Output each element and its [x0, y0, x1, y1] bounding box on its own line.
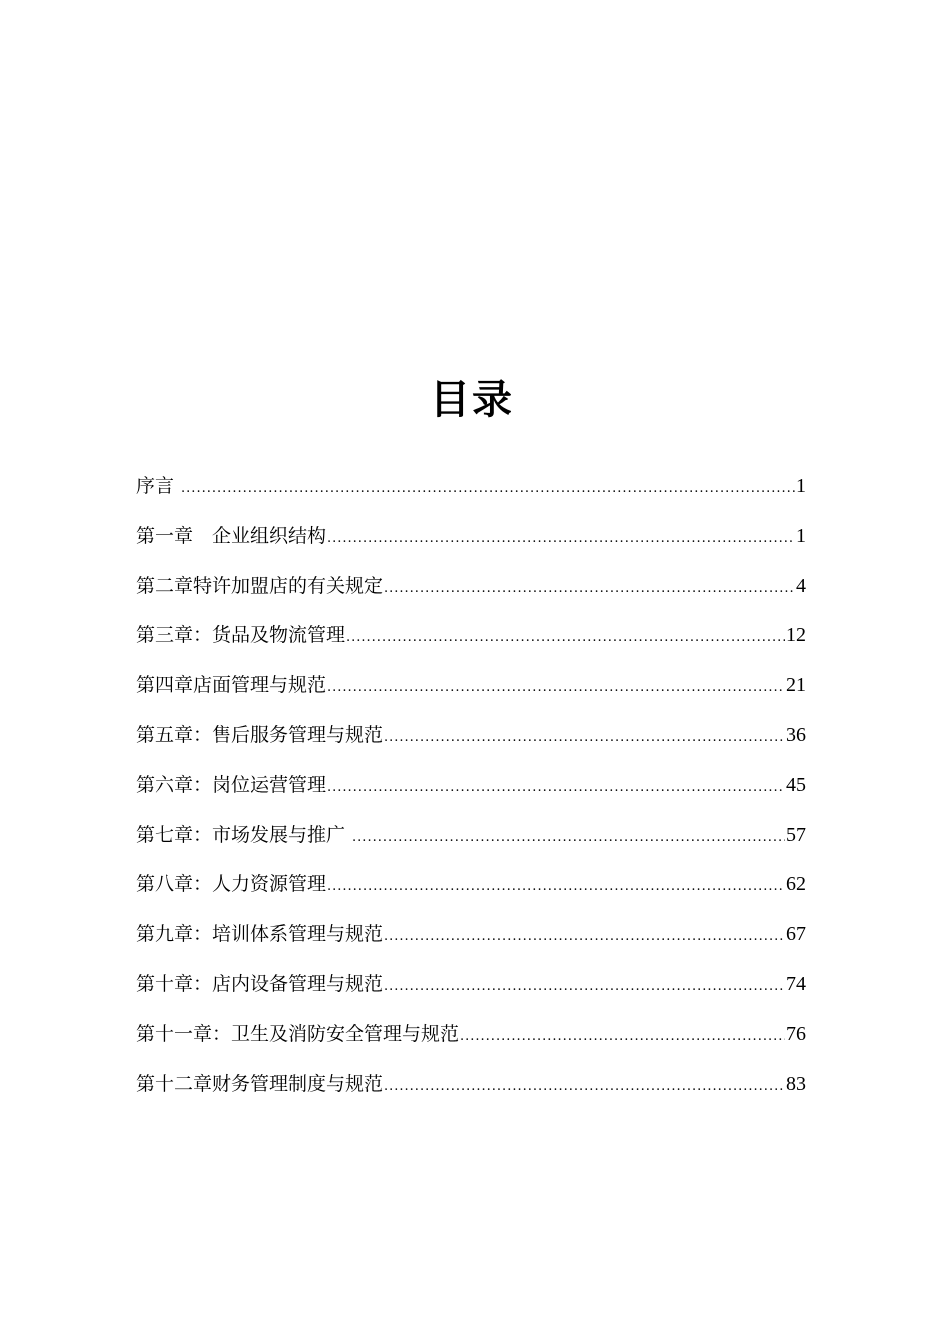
toc-entry-page: 76	[786, 1022, 806, 1045]
toc-entry-page: 74	[786, 972, 806, 995]
toc-entry[interactable]	[136, 715, 806, 765]
toc-entry-page: 36	[786, 723, 806, 746]
toc-entry[interactable]	[136, 466, 806, 516]
toc-entry[interactable]	[136, 1064, 806, 1114]
toc-dot-leader	[384, 718, 785, 758]
toc-entry-page: 67	[786, 923, 806, 946]
toc-entry-label: 序言	[136, 475, 181, 497]
toc-entry[interactable]	[136, 1014, 806, 1064]
toc-entry-page: 57	[786, 823, 806, 846]
toc-dot-leader	[327, 519, 795, 559]
toc-dot-leader	[327, 668, 785, 708]
toc-entry[interactable]	[136, 665, 806, 715]
toc-entry-page: 4	[796, 574, 806, 597]
toc-entry-label: 第九章：培训体系管理与规范	[136, 923, 384, 946]
toc-entry-label: 第十章：店内设备管理与规范	[136, 972, 384, 995]
toc-entry-page: 62	[786, 873, 806, 896]
toc-dot-leader	[327, 768, 785, 808]
toc-dot-leader	[181, 469, 795, 509]
toc-entry-label: 第七章：市场发展与推广	[136, 823, 352, 846]
toc-entry-page: 1	[796, 475, 806, 497]
toc-dot-leader	[346, 618, 785, 658]
toc-entry-page: 21	[786, 674, 806, 697]
toc-entry[interactable]	[136, 864, 806, 914]
toc-entry[interactable]	[136, 516, 806, 566]
toc-entry-label: 第六章：岗位运营管理	[136, 773, 327, 796]
toc-entry-label: 第十一章：卫生及消防安全管理与规范	[136, 1022, 460, 1045]
toc-entry[interactable]	[136, 815, 806, 865]
toc-entry[interactable]	[136, 566, 806, 616]
toc-entry[interactable]	[136, 914, 806, 964]
toc-entry[interactable]	[136, 615, 806, 665]
toc-entry-page: 83	[786, 1072, 806, 1095]
toc-entry-label: 第八章：人力资源管理	[136, 873, 327, 896]
toc-entry-label: 第四章店面管理与规范	[136, 674, 327, 697]
toc-entry-label: 第五章：售后服务管理与规范	[136, 723, 384, 746]
table-of-contents	[136, 466, 806, 1113]
toc-dot-leader	[384, 967, 785, 1007]
toc-dot-leader	[460, 1017, 785, 1057]
toc-entry-label: 第三章：货品及物流管理	[136, 624, 346, 647]
toc-entry-page: 1	[796, 524, 806, 547]
toc-entry[interactable]	[136, 765, 806, 815]
toc-dot-leader	[384, 569, 795, 609]
toc-entry-label: 第十二章财务管理制度与规范	[136, 1072, 384, 1095]
toc-dot-leader	[352, 818, 785, 858]
toc-dot-leader	[384, 1067, 785, 1107]
toc-entry[interactable]	[136, 964, 806, 1014]
toc-entry-page: 45	[786, 773, 806, 796]
toc-entry-page: 12	[786, 624, 806, 647]
toc-dot-leader	[327, 867, 785, 907]
toc-entry-label: 第一章 企业组织结构	[136, 524, 327, 547]
toc-entry-label: 第二章特许加盟店的有关规定	[136, 574, 384, 597]
toc-title: 目录	[430, 377, 514, 423]
toc-dot-leader	[384, 917, 785, 957]
